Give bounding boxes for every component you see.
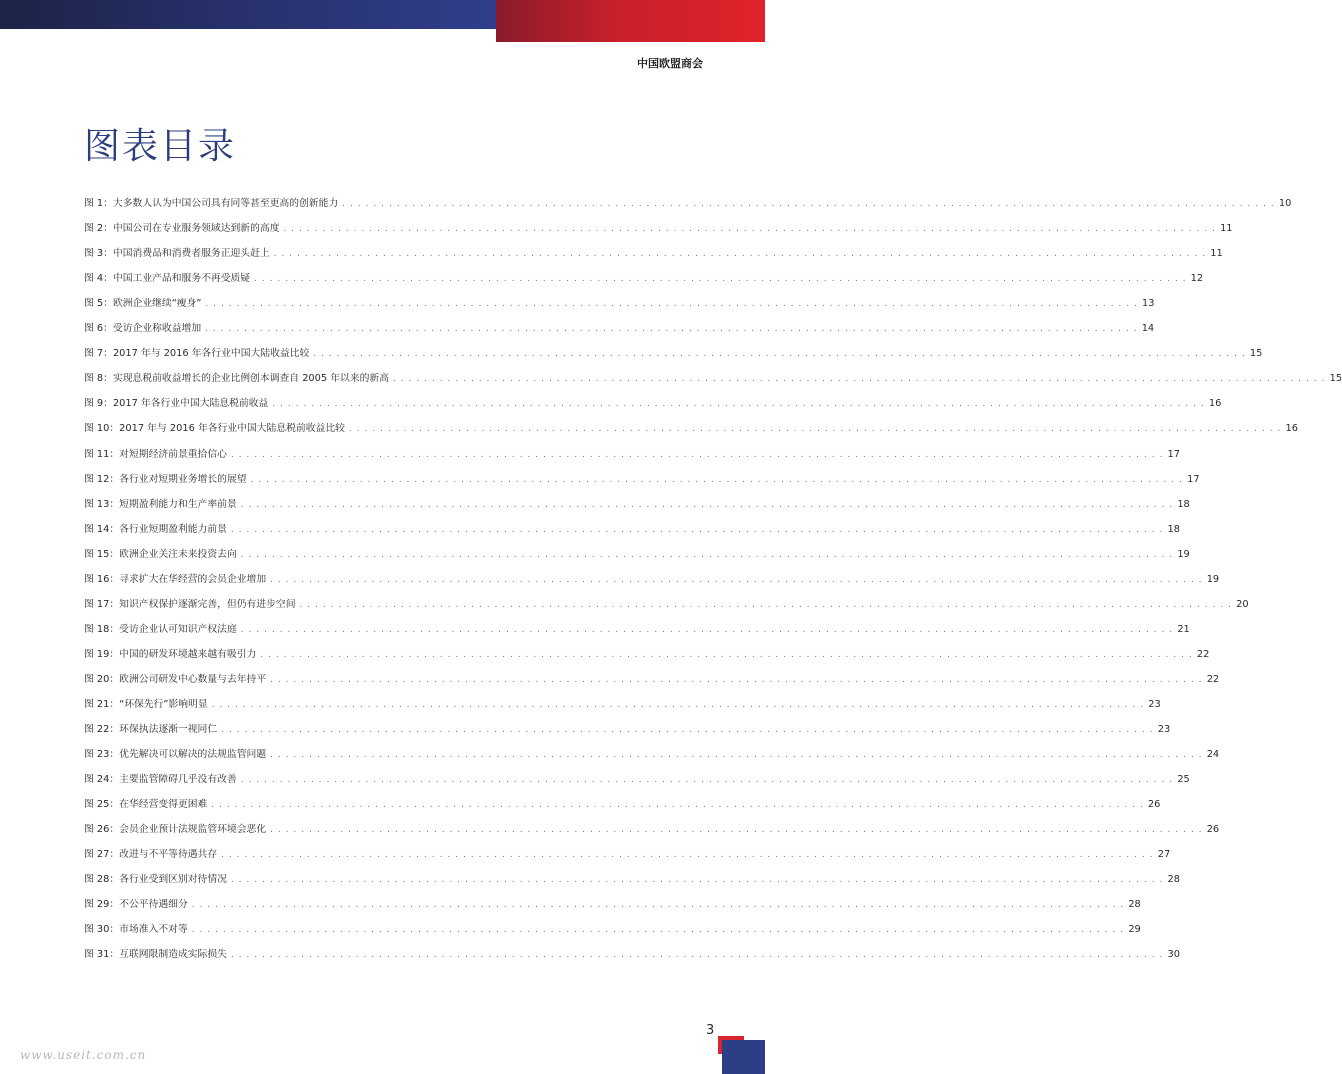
dot-leader: . . . . . . . . . . . . . . . . . . . . . . . . . . . . . . . . . . . . . . . . . . . . . . . . . . . . . . . . . . . . . . . . . . . . . . . . . . . . . . . . . . . . . . . . . . . . . . . . . . . . . . . . . . . . . . . . . . . . . . . . (240, 624, 1174, 635)
toc-entry-label: 图 18：受访企业认可知识产权法庭 (84, 623, 237, 635)
toc-entry[interactable] (84, 359, 1342, 385)
dot-leader: . . . . . . . . . . . . . . . . . . . . . . . . . . . . . . . . . . . . . . . . . . . . . . . . . . . . . . . . . . . . . . . . . . . . . . . . . . . . . . . . . . . . . . . . . . . . . . . . . . . . . . . . . . . . . . . . . . . . . . . . (260, 649, 1193, 660)
dot-leader: . . . . . . . . . . . . . . . . . . . . . . . . . . . . . . . . . . . . . . . . . . . . . . . . . . . . . . . . . . . . . . . . . . . . . . . . . . . . . . . . . . . . . . . . . . . . . . . . . . . . . . . . . . . . . . . . . . . . . . . . (230, 875, 1164, 886)
toc-entry-label: 图 15：欧洲企业关注未来投资去向 (84, 548, 237, 560)
toc-entry[interactable] (84, 284, 1155, 310)
dot-leader: . . . . . . . . . . . . . . . . . . . . . . . . . . . . . . . . . . . . . . . . . . . . . . . . . . . . . . . . . . . . . . . . . . . . . . . . . . . . . . . . . . . . . . . . . . . . . . . . . . . . . . . . . . . . . . . . . . . . . . . . (270, 674, 1203, 685)
dot-leader: . . . . . . . . . . . . . . . . . . . . . . . . . . . . . . . . . . . . . . . . . . . . . . . . . . . . . . . . . . . . . . . . . . . . . . . . . . . . . . . . . . . . . . . . . . . . . . . . . . . . . . . . . . . . . . . . . . . . . . . . (191, 925, 1125, 936)
dot-leader: . . . . . . . . . . . . . . . . . . . . . . . . . . . . . . . . . . . . . . . . . . . . . . . . . . . . . . . . . . . . . . . . . . . . . . . . . . . . . . . . . . . . . . . . . . . . . . . . . . . . . . . . . . . . . . . . . . . . . . . . (270, 750, 1203, 761)
toc-entry[interactable] (84, 735, 1220, 761)
toc-entry[interactable] (84, 935, 1180, 961)
toc-entry-label: 图 31：互联网限制造成实际损失 (84, 949, 227, 961)
toc-entry[interactable] (84, 885, 1141, 911)
dot-leader: . . . . . . . . . . . . . . . . . . . . . . . . . . . . . . . . . . . . . . . . . . . . . . . . . . . . . . . . . . . . . . . . . . . . . . . . . . . . . . . . . . . . . . . . . . . . . . . . . . . . . . . . . . . . . . . . . . . . . . . . (191, 900, 1125, 911)
toc-entry[interactable] (84, 384, 1222, 410)
toc-entry[interactable] (84, 910, 1141, 936)
watermark: www.useit.com.cn (20, 1048, 147, 1062)
dot-leader: . . . . . . . . . . . . . . . . . . . . . . . . . . . . . . . . . . . . . . . . . . . . . . . . . . . . . . . . . . . . . . . . . . . . . . . . . . . . . . . . . . . . . . . . . . . . . . . . . . . . . . . . . . . . . . . . . . . . . . . . (211, 699, 1145, 710)
toc-entry-label: 图 1：大多数人认为中国公司具有同等甚至更高的创新能力 (84, 198, 339, 210)
toc-entry-page: 25 (1177, 774, 1190, 786)
dot-leader: . . . . . . . . . . . . . . . . . . . . . . . . . . . . . . . . . . . . . . . . . . . . . . . . . . . . . . . . . . . . . . . . . . . . . . . . . . . . . . . . . . . . . . . . . . . . . . . . . . . . . . . . . . . . . . . . . . . . . . . . (221, 850, 1154, 861)
table-of-figures (84, 184, 1342, 961)
toc-entry[interactable] (84, 485, 1190, 510)
toc-entry-page: 15 (1249, 348, 1263, 360)
toc-entry[interactable] (84, 760, 1190, 786)
toc-entry[interactable] (84, 835, 1171, 861)
dot-leader: . . . . . . . . . . . . . . . . . . . . . . . . . . . . . . . . . . . . . . . . . . . . . . . . . . . . . . . . . . . . . . . . . . . . . . . . . . . . . . . . . . . . . . . . . . . . . . . . . . . . . . . . . . . . . . . . . . . . . . . . (299, 599, 1233, 610)
dot-leader: . . . . . . . . . . . . . . . . . . . . . . . . . . . . . . . . . . . . . . . . . . . . . . . . . . . . . . . . . . . . . . . . . . . . . . . . . . . . . . . . . . . . . . . . . . . . . . . . . . . . . . . . . . . . . . . . . . . . . . . . (273, 249, 1207, 260)
toc-entry[interactable] (84, 209, 1233, 235)
toc-entry-label: 图 19：中国的研发环境越来越有吸引力 (84, 648, 257, 660)
dot-leader: . . . . . . . . . . . . . . . . . . . . . . . . . . . . . . . . . . . . . . . . . . . . . . . . . . . . . . . . . . . . . . . . . . . . . . . . . . . . . . . . . . . . . . . . . . . . . . . . . . . . . . . . . . . . . . . . . . . . . . . . (313, 349, 1246, 360)
toc-entry-label: 图 6：受访企业称收益增加 (84, 323, 202, 335)
toc-entry[interactable] (84, 460, 1200, 485)
toc-entry[interactable] (84, 585, 1249, 610)
toc-entry[interactable] (84, 710, 1171, 736)
toc-entry[interactable] (84, 810, 1220, 836)
organization-name: 中国欧盟商会 (637, 57, 703, 70)
toc-entry[interactable] (84, 259, 1204, 285)
toc-entry-page: 16 (1208, 398, 1222, 410)
dot-leader: . . . . . . . . . . . . . . . . . . . . . . . . . . . . . . . . . . . . . . . . . . . . . . . . . . . . . . . . . . . . . . . . . . . . . . . . . . . . . . . . . . . . . . . . . . . . . . . . . . . . . . . . . . . . . . . . . . . . . . . . (272, 399, 1205, 410)
toc-entry-label: 图 25：在华经营变得更困难 (84, 799, 208, 811)
toc-entry-page: 21 (1177, 623, 1190, 635)
toc-entry[interactable] (84, 309, 1155, 335)
header-blue-band (0, 0, 496, 29)
toc-entry-label: 图 23：优先解决可以解决的法规监管问题 (84, 749, 267, 761)
toc-entry-label: 图 27：改进与不平等待遇共存 (84, 849, 218, 861)
dot-leader: . . . . . . . . . . . . . . . . . . . . . . . . . . . . . . . . . . . . . . . . . . . . . . . . . . . . . . . . . . . . . . . . . . . . . . . . . . . . . . . . . . . . . . . . . . . . . . . . . . . . . . . . . . . . . . . . . . . . . . . . (240, 775, 1174, 786)
toc-entry-page: 24 (1206, 749, 1220, 761)
page-title: 图表目录 (84, 126, 237, 167)
toc-entry-page: 16 (1285, 423, 1298, 435)
toc-entry[interactable] (84, 434, 1180, 460)
toc-entry-page: 18 (1177, 498, 1190, 510)
toc-entry[interactable] (84, 785, 1161, 811)
dot-leader: . . . . . . . . . . . . . . . . . . . . . . . . . . . . . . . . . . . . . . . . . . . . . . . . . . . . . . . . . . . . . . . . . . . . . . . . . . . . . . . . . . . . . . . . . . . . . . . . . . . . . . . . . . . . . . . . . . . . . . . . (342, 199, 1275, 210)
dot-leader: . . . . . . . . . . . . . . . . . . . . . . . . . . . . . . . . . . . . . . . . . . . . . . . . . . . . . . . . . . . . . . . . . . . . . . . . . . . . . . . . . . . . . . . . . . . . . . . . . . . . . . . . . . . . . . . . . . . . . . . . (270, 825, 1203, 836)
dot-leader: . . . . . . . . . . . . . . . . . . . . . . . . . . . . . . . . . . . . . . . . . . . . . . . . . . . . . . . . . . . . . . . . . . . . . . . . . . . . . . . . . . . . . . . . . . . . . . . . . . . . . . . . . . . . . . . . . . . . . . . . (240, 549, 1174, 560)
toc-entry-page: 30 (1167, 949, 1180, 961)
toc-entry-label: 图 11：对短期经济前景重拾信心 (84, 448, 227, 460)
toc-entry-label: 图 17：知识产权保护逐渐完善，但仍有进步空间 (84, 598, 296, 610)
toc-entry-page: 22 (1206, 673, 1220, 685)
dot-leader: . . . . . . . . . . . . . . . . . . . . . . . . . . . . . . . . . . . . . . . . . . . . . . . . . . . . . . . . . . . . . . . . . . . . . . . . . . . . . . . . . . . . . . . . . . . . . . . . . . . . . . . . . . . . . . . . . . . . . . . . (211, 800, 1144, 811)
toc-entry-page: 17 (1187, 473, 1200, 485)
toc-entry-label: 图 26：会员企业预计法规监管环境会恶化 (84, 824, 267, 836)
toc-entry[interactable] (84, 234, 1223, 260)
toc-entry-page: 26 (1147, 799, 1161, 811)
dot-leader: . . . . . . . . . . . . . . . . . . . . . . . . . . . . . . . . . . . . . . . . . . . . . . . . . . . . . . . . . . . . . . . . . . . . . . . . . . . . . . . . . . . . . . . . . . . . . . . . . . . . . . . . . . . . . . . . . . . . . . . . (205, 299, 1139, 310)
toc-entry[interactable] (84, 409, 1298, 435)
toc-entry-page: 20 (1236, 598, 1249, 610)
toc-entry-page: 15 (1329, 373, 1342, 385)
dot-leader: . . . . . . . . . . . . . . . . . . . . . . . . . . . . . . . . . . . . . . . . . . . . . . . . . . . . . . . . . . . . . . . . . . . . . . . . . . . . . . . . . . . . . . . . . . . . . . . . . . . . . . . . . . . . . . . . . . . . . . . . (240, 499, 1174, 510)
toc-entry-label: 图 4：中国工业产品和服务不再受质疑 (84, 273, 251, 285)
toc-entry-page: 26 (1206, 824, 1220, 836)
toc-entry-page: 13 (1142, 298, 1155, 310)
toc-entry-label: 图 13：短期盈利能力和生产率前景 (84, 498, 237, 510)
toc-entry-page: 28 (1128, 899, 1141, 911)
toc-entry-page: 18 (1167, 523, 1180, 535)
toc-entry-page: 27 (1157, 849, 1171, 861)
toc-entry-page: 11 (1220, 223, 1233, 235)
toc-entry-label: 图 8：实现息税前收益增长的企业比例创本调查自 2005 年以来的新高 (84, 373, 390, 385)
toc-entry-page: 12 (1190, 273, 1204, 285)
toc-entry[interactable] (84, 510, 1180, 535)
toc-entry-label: 图 14：各行业短期盈利能力前景 (84, 523, 227, 535)
toc-entry-label: 图 22：环保执法逐渐一视同仁 (84, 724, 218, 736)
toc-entry-page: 11 (1210, 248, 1223, 260)
toc-entry-label: 图 28：各行业受到区别对待情况 (84, 874, 227, 886)
toc-entry[interactable] (84, 535, 1190, 560)
dot-leader: . . . . . . . . . . . . . . . . . . . . . . . . . . . . . . . . . . . . . . . . . . . . . . . . . . . . . . . . . . . . . . . . . . . . . . . . . . . . . . . . . . . . . . . . . . . . . . . . . . . . . . . . . . . . . . . . . . . . . . . . (230, 950, 1164, 961)
toc-entry-label: 图 3：中国消费品和消费者服务正迎头赶上 (84, 248, 270, 260)
toc-entry[interactable] (84, 860, 1180, 886)
toc-entry[interactable] (84, 560, 1220, 585)
toc-entry[interactable] (84, 660, 1220, 685)
toc-entry[interactable] (84, 635, 1210, 660)
dot-leader: . . . . . . . . . . . . . . . . . . . . . . . . . . . . . . . . . . . . . . . . . . . . . . . . . . . . . . . . . . . . . . . . . . . . . . . . . . . . . . . . . . . . . . . . . . . . . . . . . . . . . . . . . . . . . . . . . . . . . . . . (205, 324, 1138, 335)
dot-leader: . . . . . . . . . . . . . . . . . . . . . . . . . . . . . . . . . . . . . . . . . . . . . . . . . . . . . . . . . . . . . . . . . . . . . . . . . . . . . . . . . . . . . . . . . . . . . . . . . . . . . . . . . . . . . . . . . . . . . . . . (230, 449, 1164, 460)
toc-entry-label: 图 20：欧洲公司研发中心数量与去年持平 (84, 673, 267, 685)
toc-entry-page: 23 (1157, 724, 1171, 736)
toc-entry-label: 图 29：不公平待遇细分 (84, 899, 188, 911)
dot-leader: . . . . . . . . . . . . . . . . . . . . . . . . . . . . . . . . . . . . . . . . . . . . . . . . . . . . . . . . . . . . . . . . . . . . . . . . . . . . . . . . . . . . . . . . . . . . . . . . . . . . . . . . . . . . . . . . . . . . . . . . (348, 424, 1282, 435)
toc-entry-label: 图 2：中国公司在专业服务领域达到新的高度 (84, 223, 280, 235)
page-number: 3 (706, 1023, 715, 1038)
toc-entry[interactable] (84, 610, 1190, 635)
dot-leader: . . . . . . . . . . . . . . . . . . . . . . . . . . . . . . . . . . . . . . . . . . . . . . . . . . . . . . . . . . . . . . . . . . . . . . . . . . . . . . . . . . . . . . . . . . . . . . . . . . . . . . . . . . . . . . . . . . . . . . . . (270, 574, 1203, 585)
toc-entry-page: 28 (1167, 874, 1180, 886)
toc-entry-label: 图 9：2017 年各行业中国大陆息税前收益 (84, 398, 269, 410)
toc-entry-label: 图 21：“环保先行”影响明显 (84, 698, 208, 710)
toc-entry[interactable] (84, 334, 1263, 360)
toc-entry-label: 图 12：各行业对短期业务增长的展望 (84, 473, 247, 485)
toc-entry-label: 图 10：2017 年与 2016 年各行业中国大陆息税前收益比较 (84, 423, 345, 435)
dot-leader: . . . . . . . . . . . . . . . . . . . . . . . . . . . . . . . . . . . . . . . . . . . . . . . . . . . . . . . . . . . . . . . . . . . . . . . . . . . . . . . . . . . . . . . . . . . . . . . . . . . . . . . . . . . . . . . . . . . . . . . . (254, 274, 1187, 285)
dot-leader: . . . . . . . . . . . . . . . . . . . . . . . . . . . . . . . . . . . . . . . . . . . . . . . . . . . . . . . . . . . . . . . . . . . . . . . . . . . . . . . . . . . . . . . . . . . . . . . . . . . . . . . . . . . . . . . . . . . . . . . . (230, 524, 1164, 535)
dot-leader: . . . . . . . . . . . . . . . . . . . . . . . . . . . . . . . . . . . . . . . . . . . . . . . . . . . . . . . . . . . . . . . . . . . . . . . . . . . . . . . . . . . . . . . . . . . . . . . . . . . . . . . . . . . . . . . . . . . . . . . . (221, 725, 1154, 736)
toc-entry-page: 14 (1141, 323, 1155, 335)
toc-entry-page: 19 (1177, 548, 1190, 560)
toc-entry-page: 17 (1167, 448, 1180, 460)
toc-entry-label: 图 30：市场准入不对等 (84, 924, 188, 936)
header-red-band (496, 0, 765, 42)
toc-entry-page: 10 (1278, 198, 1292, 210)
toc-entry[interactable] (84, 685, 1161, 710)
toc-entry-page: 22 (1196, 648, 1210, 660)
footer-blue-block (722, 1040, 765, 1074)
toc-entry-page: 29 (1128, 924, 1141, 936)
dot-leader: . . . . . . . . . . . . . . . . . . . . . . . . . . . . . . . . . . . . . . . . . . . . . . . . . . . . . . . . . . . . . . . . . . . . . . . . . . . . . . . . . . . . . . . . . . . . . . . . . . . . . . . . . . . . . . . . . . . . . . . . (250, 474, 1184, 485)
dot-leader: . . . . . . . . . . . . . . . . . . . . . . . . . . . . . . . . . . . . . . . . . . . . . . . . . . . . . . . . . . . . . . . . . . . . . . . . . . . . . . . . . . . . . . . . . . . . . . . . . . . . . . . . . . . . . . . . . . . . . . . . (393, 374, 1326, 385)
toc-entry[interactable] (84, 184, 1292, 210)
toc-entry-label: 图 16：寻求扩大在华经营的会员企业增加 (84, 573, 267, 585)
toc-entry-label: 图 5：欧洲企业继续“瘦身” (84, 298, 202, 310)
dot-leader: . . . . . . . . . . . . . . . . . . . . . . . . . . . . . . . . . . . . . . . . . . . . . . . . . . . . . . . . . . . . . . . . . . . . . . . . . . . . . . . . . . . . . . . . . . . . . . . . . . . . . . . . . . . . . . . . . . . . . . . . (283, 224, 1217, 235)
toc-entry-label: 图 24：主要监管障碍几乎没有改善 (84, 774, 237, 786)
toc-entry-page: 19 (1206, 573, 1220, 585)
toc-entry-page: 23 (1148, 698, 1161, 710)
toc-entry-label: 图 7：2017 年与 2016 年各行业中国大陆收益比较 (84, 348, 310, 360)
